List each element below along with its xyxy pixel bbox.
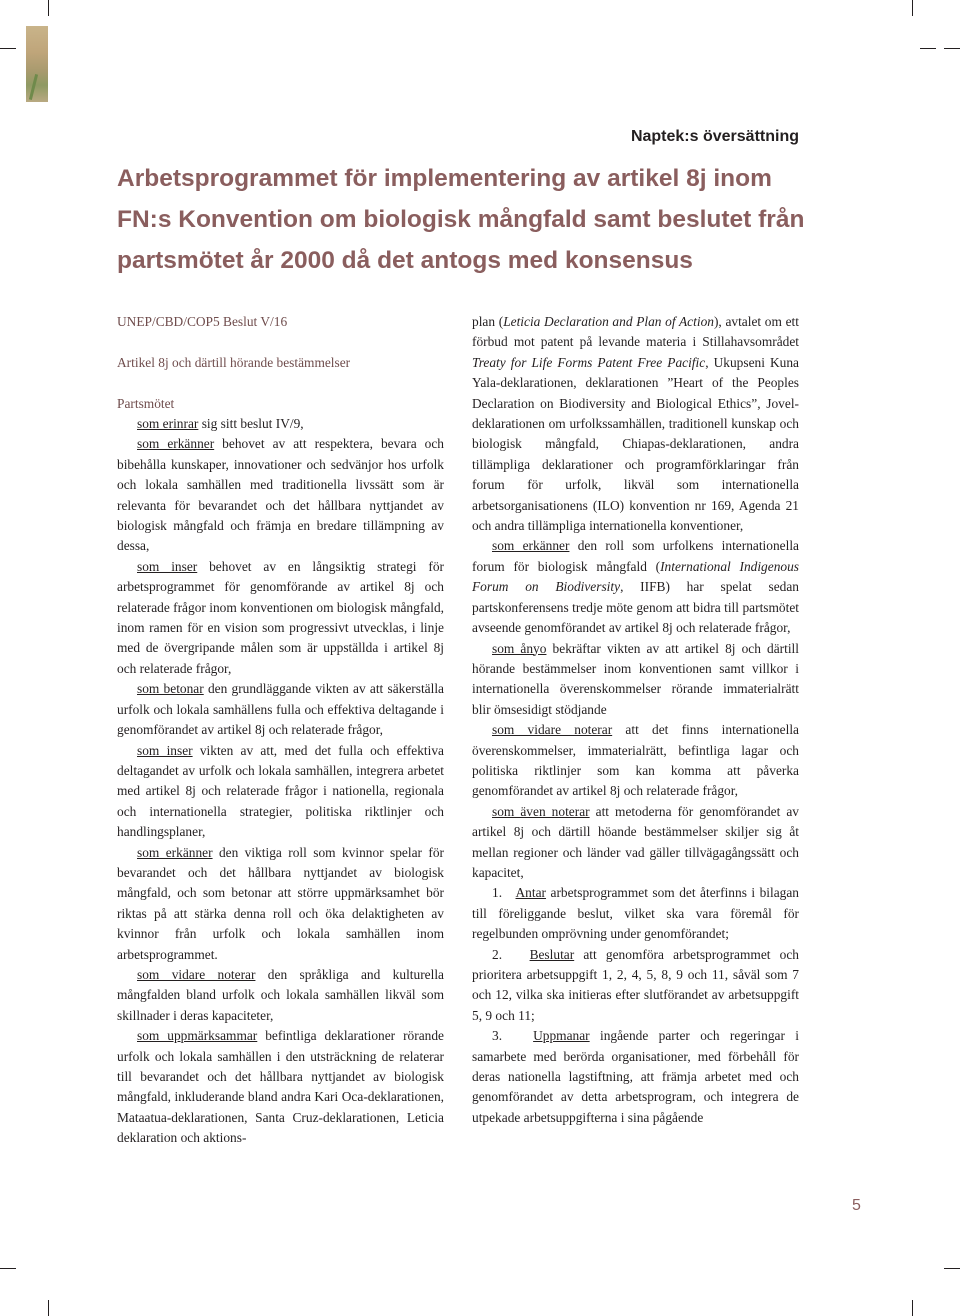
paragraph: [117, 1026, 444, 1148]
crop-mark: [944, 48, 960, 49]
crop-mark: [912, 0, 913, 16]
paragraph-text: , IIFB) har spelat sedan partskonferensens tredje möte genom att bidra till partsmötet avseende genomförandet av artikel 8j och relaterade frågor,: [472, 579, 799, 636]
page-title: [117, 158, 817, 281]
italic-title: International Indigenous Forum on Biodiversity: [472, 558, 799, 595]
paragraph: [117, 741, 444, 843]
keyword: som vidare noterar: [492, 722, 613, 738]
paragraph: [472, 536, 799, 638]
paragraph: [472, 639, 799, 721]
item-number: 2.: [492, 946, 503, 962]
paragraph-text: den roll som urfolkens internationella forum för biologisk mångfald (: [472, 538, 799, 574]
decision-reference: UNEP/CBD/COP5 Beslut V/16: [117, 314, 288, 329]
crop-mark: [48, 0, 49, 16]
keyword: Uppmanar: [533, 1028, 590, 1044]
paragraph: [117, 679, 444, 740]
paragraph-text: behovet av en långsiktig strategi för arbetsprogrammet för genomförande av artikel 8j och relaterade frågor inom konventionen om biologisk mångfald, inom ramen för en vision som progressivt utvecklas, i linje med de övergripande målen som är uppställda i artikel 8j och relaterade frågor,: [117, 558, 444, 676]
paragraph-text: den viktiga roll som kvinnor spelar för bevarandet och det hållbara nyttjandet av biologisk mångfald, och som betonar att större uppmärksamhet bör riktas på att stärka denna roll och öka delaktigheten av kvinnor från urfolk och lokala samhällen inom arbetsprogrammet.: [117, 844, 444, 962]
paragraph-text: bekräftar vikten av att artikel 8j och därtill hörande bestämmelser inom konventionen samt villkor i internationella överenskommelser rörande immaterialrätt blir ömsesidigt stödjande: [472, 640, 799, 717]
keyword: som inser: [137, 742, 193, 758]
keyword: Antar: [515, 885, 547, 901]
keyword: som erkänner: [137, 436, 215, 452]
item-number: 3.: [492, 1028, 503, 1044]
paragraph-text: sig sitt beslut IV/9,: [198, 416, 304, 431]
paragraph-text: befintliga deklarationer rörande urfolk och lokala samhällen i den utsträckning de relaterar till bevarandet och det hållbara nyttjandet av biologisk mångfald, inkluderande bland andra Kari Oca-deklarationen, Mataatua-deklarationen, Santa Cruz-deklarationen, Leticia deklaration och aktions-: [117, 1028, 444, 1146]
paragraph: [117, 434, 444, 556]
keyword: som även noterar: [492, 803, 590, 819]
title-line: partsmötet år 2000 då det antogs med konsensus: [117, 247, 693, 274]
paragraph-text: den språkliga and kulturella mångfalden bland urfolk och lokala samhällen likväl som skillnader i deras kapaciteter,: [117, 966, 444, 1023]
paragraph: [137, 414, 444, 434]
item-number: 1.: [492, 885, 503, 901]
keyword: som erkänner: [492, 538, 570, 554]
paragraph-text: , Ukupseni Kuna Yala-deklarationen, deklarationen ”Heart of the Peoples Declaration on Biodiversity and Biological Ethics”, Jovel-deklarationen om urfolkssamhällen, traditionell kunskap och biologisk mångfald, Chiapas-deklarationen, andra tillämpliga deklarationer och programförklaringar från forum för urfolk, likväl som internationella arbetsorganisationens (ILO) konvention nr 169, Agenda 21 och andra tillämpliga internationella konventioner,: [472, 354, 799, 534]
left-column: [117, 312, 444, 1149]
corner-photo: [26, 26, 48, 102]
paragraph-text: behovet av att respektera, bevara och bibehålla kunskaper, innovationer och sedvänjor hos urfolk och lokala samhällen med traditionella livssätt som är relevanta för bevarandet och det hållbara nyttjandet av biologisk mångfald och främja en bredare tillämpning av dessa,: [117, 436, 444, 554]
crop-mark: [48, 1300, 49, 1316]
page-number: 5: [852, 1197, 861, 1214]
paragraph: [117, 965, 444, 1026]
keyword: som vidare noterar: [137, 966, 256, 982]
article-heading: Artikel 8j och därtill hörande bestämmelser: [117, 354, 351, 370]
crop-mark: [912, 1300, 913, 1316]
paragraph-text: plan (: [472, 314, 504, 329]
numbered-item: [472, 883, 799, 944]
title-line: Arbetsprogrammet för implementering av artikel 8j inom: [117, 165, 772, 192]
crop-mark: [920, 48, 936, 49]
paragraph-text: den grundläggande vikten av att säkerställa urfolk och lokala samhällens fulla och effektiva deltagande i genomförandet av artikel 8j och relaterade frågor,: [117, 681, 445, 738]
keyword: som erkänner: [137, 844, 213, 860]
paragraph: [472, 720, 799, 802]
paragraph-text: arbetsprogrammet som det återfinns i bilagan till föreliggande beslut, vilket ska vara föremål för regelbunden omprövning under genomförandet;: [472, 885, 800, 942]
numbered-item: [472, 1026, 799, 1128]
paragraph-text: ), avtalet om ett förbud mot patent på levande materia i Stillahavsområdet: [472, 314, 799, 350]
paragraph: [117, 843, 444, 965]
paragraph-text: att metoderna för genomförandet av artikel 8j och därtill höande bestämmelser skiljer sig åt mellan regioner och länder vad gäller tillvägagångssätt och kapacitet,: [472, 803, 799, 880]
crop-mark: [0, 1268, 16, 1269]
keyword: som uppmärksammar: [137, 1028, 258, 1044]
paragraph-text: att det finns internationella överenskommelser, immaterialrätt, befintliga lagar och politiska riktlinjer som kan komma att påverka genomförandet av artikel 8j och relaterade frågor,: [472, 722, 799, 799]
paragraph-text: ingående parter och regeringar i samarbete med berörda organisationer, med förbehåll för deras nationella lagstiftning, att främja arbetet med och genomförandet av detta arbetsprogram, och integrera de utpekade arbetsuppgifterna i sina pågående: [472, 1028, 800, 1125]
crop-mark: [0, 48, 16, 49]
crop-mark: [944, 1268, 960, 1269]
keyword: som betonar: [137, 681, 204, 697]
paragraph-text: att genomföra arbetsprogrammet och prioritera arbetsuppgift 1, 2, 4, 5, 8, 9 och 11, såväl som 7 och 12, vilka ska initieras efter slutförandet av arbetsuppgift 5, 9 och 11;: [472, 946, 799, 1023]
paragraph: [472, 312, 799, 536]
party-heading: Partsmötet: [117, 395, 175, 411]
keyword: Beslutar: [529, 946, 575, 962]
keyword: som erinrar: [137, 416, 199, 431]
header-label: Naptek:s översättning: [630, 128, 799, 145]
italic-title: Leticia Declaration and Plan of Action: [503, 314, 714, 329]
numbered-item: [472, 945, 799, 1027]
italic-title: Treaty for Life Forms Patent Free Pacific: [472, 354, 706, 370]
title-line: FN:s Konvention om biologisk mångfald samt beslutet från: [117, 206, 805, 233]
right-column: [472, 312, 799, 1128]
keyword: som inser: [137, 558, 198, 574]
paragraph-text: vikten av att, med det fulla och effektiva deltagandet av urfolk och lokala samhällen, integrera arbetet med artikel 8j och relaterade frågor i nationella, regionala och internationella strategier, politiska riktlinjer och handlingsplaner,: [117, 742, 444, 840]
keyword: som ånyo: [492, 640, 547, 656]
paragraph: [472, 802, 799, 884]
paragraph: [117, 557, 444, 679]
